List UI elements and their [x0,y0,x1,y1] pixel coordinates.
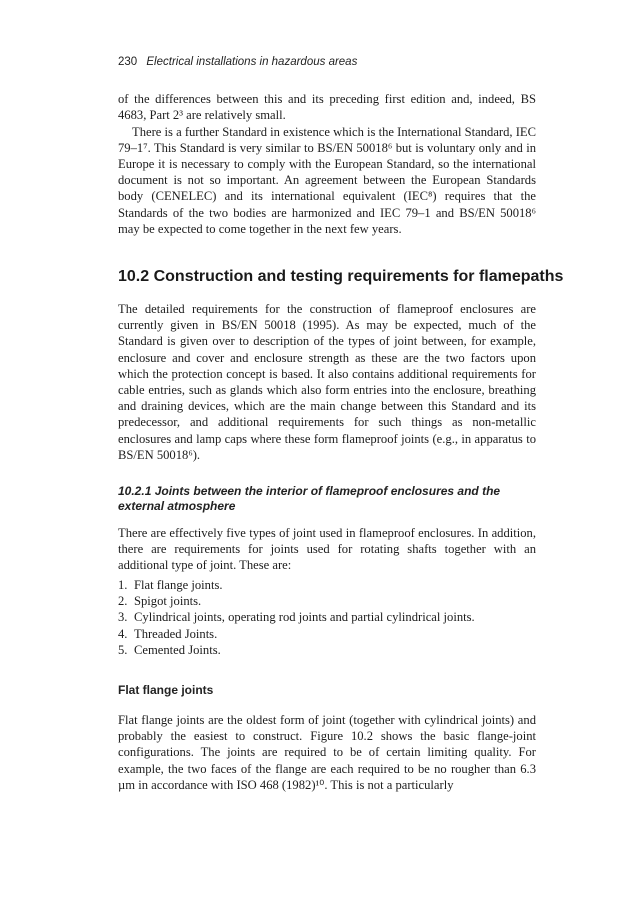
section-heading: 10.2 Construction and testing requirements for flamepaths [118,268,564,285]
paragraph-joint-types-intro: There are effectively five types of joint used in flameproof enclosures. In addition, there are requirements for joints used for rotating shafts together with an additional type of joint. These are: [118,526,536,573]
subsubsection-heading: Flat flange joints [118,683,214,697]
book-title: Electrical installations in hazardous areas [146,56,358,68]
list-item: 5. Cemented Joints. [118,642,221,657]
joint-types-list [118,577,536,658]
paragraph-flat-flange-joints: Flat flange joints are the oldest form of joint (together with cylindrical joints) and probably the easiest to construct. Figure 10.2 shows the basic flange-joint configurations. The joints are required to be of certain limiting quality. For example, the two faces of the flange are each required to be no rougher than 6.3 µm in accordance with ISO 468 (1982)¹⁰. This is not a particularly [118,713,536,792]
subsection-heading: 10.2.1 Joints between the interior of flameproof enclosures and the external atmosphere [118,484,501,513]
list-item: 4. Threaded Joints. [118,626,218,641]
page-number: 230 [118,56,138,68]
list-item: 2. Spigot joints. [118,594,202,609]
paragraph-international-standard: There is a further Standard in existence which is the International Standard, IEC 79–1⁷. This Standard is very similar to BS/EN 50018⁶ but is voluntary only and in Europe it is necessary to comply with the European Standard, so the international document is not so important. An agreement between the European Standards body (CENELEC) and its international equivalent (IEC⁸) requires that the Standards of the two bodies are harmonized and IEC 79–1 and BS/EN 50018⁶ may be expected to come together in the next few years. [118,124,536,236]
list-item: 3. Cylindrical joints, operating rod joints and partial cylindrical joints. [118,610,475,625]
running-head [118,56,357,68]
paragraph-continuation: of the differences between this and its preceding first edition and, indeed, BS 4683, Part 2³ are relatively small. [118,92,536,123]
list-item: 1. Flat flange joints. [118,578,223,592]
paragraph-construction-requirements: The detailed requirements for the construction of flameproof enclosures are currently given in BS/EN 50018 (1995). As may be expected, much of the Standard is given over to description of the types of joint between, for example, enclosure and cover and enclosure strength as these are the two factors upon which the protection concept is based. It also contains additional requirements for cable entries, such as glands which also form entries into the enclosure, breathing and draining devices, which are the main change between this Standard and its predecessor, and additional requirements for such things as non-metallic enclosures and lamp caps where these form flameproof joints (e.g., in apparatus to BS/EN 50018⁶). [118,302,536,462]
